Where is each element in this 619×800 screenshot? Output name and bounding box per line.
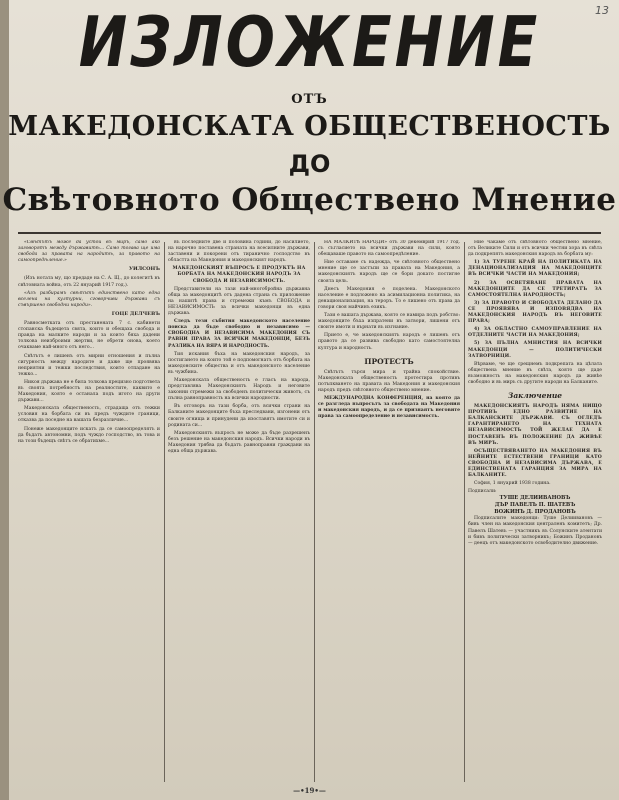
- paragraph: Равносметката отъ престанената 7 с. кабинети стопанска бъдещета свята, които и обещаха свобода и правда на малките народи и за които бяха дадени толкова неизброими жертви, не обрети онова, което очакваме най-много отъ него...: [18, 321, 160, 351]
- demand-item: 1) ЗА ТУРЕНЕ КРАЙ НА ПОЛИТИКАТА НА ДЕНАЦИОНАЛИЗАЦИЯ НА МАКЕДОНЦИТЕ ВЪ ВСИЧКИ ЧАСТИ НА МАКЕДОНИЯ;: [468, 260, 602, 278]
- paragraph: Представители на тази най-многобройна държавна обща за македонцитѣ отъ дадена страна съ приложение на нашитѣ права и стремежи къмъ СВОБОДА и НЕЗАВИСИМОСТЬ за всички македонци въ една държава.: [168, 286, 310, 317]
- section-heading: МАКЕДОНСКИЯТ ВЪПРОСЪ Е ПРОДУКТЪ НА БОРБАТА НА МАКЕДОНСКИЯ НАРОДЪ ЗА СВОБОДА И НЕЗАВИСИМОСТЬ.: [172, 266, 306, 284]
- date-line: София, 1 януарий 1938 година.: [474, 481, 551, 487]
- column-divider: [314, 242, 315, 782]
- text-column-2: [168, 240, 310, 785]
- section-heading: ПРОТЕСТЪ: [364, 356, 414, 366]
- paragraph: Ние чакаме отъ свѣтовното обществено мнение, отъ Великите Сили и отъ всички честни хора въ свѣта да подкрепятъ македонския народъ въ борбата му:: [468, 240, 602, 258]
- title-rule: [18, 232, 601, 234]
- paragraph: Тази е вашата държава, която се намира подъ робство: македонците бъха изпратени въ затвори, лишени отъ своите имоти и върнати въ изгнание.: [318, 313, 460, 331]
- paragraph: Прието е, че македонскиятъ народъ е лишенъ отъ правото да се развива свободно като самостоятелна култура и народность.: [318, 333, 460, 351]
- text-column-4: [468, 240, 602, 785]
- paragraph: Понеже македонците искатъ да се самоопределятъ и да бъдатъ автономни, подъ чуждо господство, въ това и на този бъдещъ свѣтъ се обратихме...: [18, 426, 160, 444]
- paragraph: Никоя държава не е била толкова прецизно подгответа въ своята потребностъ на реалностите, каквито е Македония, която е останала подъ игото на други държави...: [18, 379, 160, 404]
- signer-name: ДЪР ПАВЕЛЪ П. ШАТЕВЪ: [494, 502, 576, 509]
- paragraph: Подписалите македонци: Туше Делиивановъ — бивъ член на македонския централенъ комитетъ; Др. Павелъ Шатевъ — участникъ въ Солунските атентати и бивъ политически затворникъ; Божинъ Продановъ — деецъ отъ македонското освободително движение.: [468, 516, 602, 546]
- conclusion-paragraph: ОСЪЩЕСТВЯВАНЕТО НА МАКЕДОНИЯ ВЪ НЕЙНИТЕ ЕСТЕСТВЕНИ ГРАНИЦИ КАТО СВОБОДНА И НЕЗАВИСИМА ДЪРЖАВА, Е ЕДИНСТВЕНАТА ГАРАНЦИЯ ЗА МИРА НА БАЛКАНИТЕ.: [468, 448, 602, 479]
- paragraph: Македонската общественость, страдаща отъ тежки условия на борбата си въ предъ чуждите граници, отказва да поседне на вашата безразличие...: [18, 406, 160, 424]
- paragraph: Тия искания бъха на македонския народъ, за постигането на които той е подпомогнатъ отъ борбата на македонските общества и отъ македонското население въ чужбина.: [168, 351, 310, 375]
- paragraph: Свѣтътъ е лишенъ отъ мирни отношения и пълна сигурность между народите и даже ще проявява неприятни и тежки последствия, които отпадане на тежко...: [18, 353, 160, 377]
- conclusion-heading: Заключение: [507, 391, 563, 401]
- signed-label: Подписали:: [468, 489, 497, 495]
- paragraph: Вѣрваме, че ще срещнемъ подкрепата на цѣлата обществена мнение въ свѣта, която ще даде възможность на македонския народъ да живѣе свободно и въ миръ съ другите народи на Балканите.: [468, 361, 602, 385]
- signature-block: [468, 489, 602, 516]
- text-column-3: [318, 240, 460, 785]
- demand-item: 5) ЗА ПЪЛНА АМНИСТИЯ НА ВСИЧКИ МАКЕДОНЦИ — ПОЛИТИЧЕСКИ ЗАТВОРНИЦИ.: [468, 341, 602, 359]
- paragraph: Следъ тези събития македонското население поиска да бъде свободно и независимо — СВОБОДНА И НЕЗАВИСИМА МАКЕДОНИЯ СЪ РАВНИ ПРАВА ЗА ВСИЧКИ МАКЕДОНЦИ, БЕЗЪ РАЗЛИКА НА ВЯРА И НАРОДНОСТЬ.: [168, 319, 310, 349]
- column-divider: [164, 242, 165, 782]
- paragraph: МЕЖДУНАРОДНА КОНФЕРЕНЦИЯ, на която да се разгледа въпросътъ за свободата на Македония и македонския народъ, и да се признаятъ неговите права за самоопределение и независимость.: [318, 395, 460, 420]
- title-do: ДО: [288, 150, 331, 178]
- demand-item: 4) ЗА ОБЛАСТНО САМОУПРАВЛЕНИЕ НА ОТДЕЛНИТЕ ЧАСТИ НА МАКЕДОНИЯ;: [468, 327, 602, 339]
- quote-2: «Азъ разбирамъ свѣтътъ единствено като една вселена на културни, сговорчиви държави съ съвършено свободни народи».: [18, 290, 160, 308]
- page-number: 13: [595, 4, 609, 17]
- title-line-3: Свѣтовното Обществено Мнение: [2, 182, 617, 218]
- paragraph: Ние оставаме съ надежда, че свѣтовното обществено мнение ще се застъпи за правата на Македония, а македонскиятъ народъ ще се бори докато постигне своята цель.: [318, 260, 460, 284]
- signer-name: ТУШЕ ДЕЛИИВАНОВЪ: [499, 495, 571, 502]
- paragraph: въ последните две и половина години, до насилието, на нарочно поставена страната на всесилните държави, заставени и покорени отъ тиранично господство въ областта на Македония и македонският народъ.: [168, 240, 310, 264]
- paragraph: Свѣтътъ търси мира и трайна спокойствие. Македонската общественость протестира противъ потъпкването на правата на Македония и македонския народъ предъ свѣтовното обществено мнение.: [318, 369, 460, 393]
- demand-item: 3) ЗА ПРАВОТО И СВОБОДАТА ДЕЛАНО ДА СЕ ПРОЯВЯВА И ИЗПОВЯДВА НА МАКЕДОНСКИЯ НАРОДЪ ВЪ НЕГОВИТЕ ПРАВА;: [468, 300, 602, 325]
- document-title: ИЗЛОЖЕНИЕ: [78, 1, 541, 83]
- text-column-1: [18, 240, 160, 785]
- quote-2-author: ГОЦЕ ДЕЛЧЕВЪ: [111, 310, 160, 317]
- quote-1: «Свѣтътъ може да устои въ миръ, само ако заговорятъ между държавитѣ... Само тогава ще има свобода за правата на народитѣ, за правото на самоопредѣление.»: [18, 240, 160, 264]
- demand-item: 2) ЗА ОСВЕТЯВАНЕ ПРАВАТА НА МАКЕДОНЦИТЕ ДА СЕ ТРЕТИРАТЪ ЗА САМОСТОЯТЕЛНА НАРОДНОСТЬ;: [468, 280, 602, 298]
- column-divider: [464, 242, 465, 782]
- title-ot: ОТЪ: [291, 92, 328, 107]
- paragraph: Въ отговоръ на тази борба, отъ всички страни на Балканите македонците бъха преследвани, изгонени отъ своите огнища и принудени да изоставятъ имотите си и родината си...: [168, 404, 310, 428]
- quote-1-source: (Изъ нотата му, що предаде на С. А. Щ., до колегитѣ въ свѣтовната война, отъ 22 януарий 1917 год.).: [18, 276, 160, 288]
- quote-1-author: УИЛСОНЪ: [128, 266, 160, 273]
- title-line-2: МАКЕДОНСКАТА ОБЩЕСТВЕНОСТЬ: [8, 111, 611, 142]
- paragraph: Македонскиятъ въпросъ не може да бъде разрешенъ безъ решение на македонския народъ. Всички народи въ Македония трябва да бъдатъ равноправни граждани на една обща държава.: [168, 430, 310, 454]
- paragraph: НА МАЛКИТѢ НАРОДИ» отъ 30 декемврий 1917 год. съ съгласието на всички държави на сили, която обещаваше правото на самоопредѣление.: [318, 240, 460, 258]
- paragraph: Днесъ Македония е поделена. Македонското население е подложено на асимилационна политика, на денационализация, на тероръ. То е лишено отъ права да говори своя майчинъ езикъ.: [318, 286, 460, 310]
- conclusion-paragraph: МАКЕДОНСКИЯТЪ НАРОДЪ НЯМА НИЩО ПРОТИВЪ ЕДНО РАЗВИТИЕ НА БАЛКАНСКИТЕ ДЪРЖАВИ. СЪ ОГЛЕДЪ ГАРАНТИРАНЕТО НА ТЕХНАТА НЕЗАВИСИМОСТЬ ТОЙ ЖЕЛАЕ ДА Е ПОСТАВЕНЪ ВЪ ПОЛОЖЕНИЕ ДА ЖИВѢЕ ВЪ МИРЪ.: [468, 404, 602, 446]
- signer-name: ВОЖИНЪ Д. ПРОДАНОВЪ: [494, 509, 576, 516]
- footer-mark: —•19•—: [293, 786, 326, 795]
- paragraph: Македонската общественость е гласъ на народа, представлява Македонскиятъ Народъ и неговите законни стремежи за свободенъ политически животъ, съ пълна равноправность на всички народности.: [168, 377, 310, 402]
